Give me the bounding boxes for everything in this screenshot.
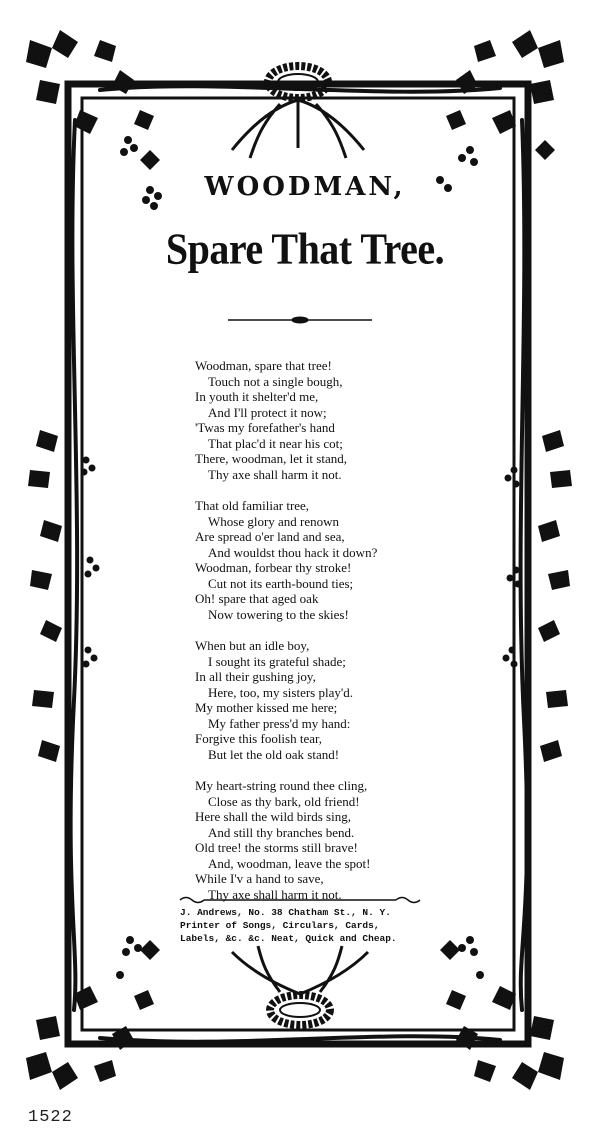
poem-line: My heart-string round thee cling, bbox=[195, 778, 368, 793]
poem-line: That plac'd it near his cot; bbox=[208, 435, 343, 451]
left-branch bbox=[71, 120, 78, 1010]
top-wreath bbox=[232, 66, 364, 158]
stanza bbox=[195, 498, 455, 622]
poem-line: Thy axe shall harm it not. bbox=[208, 466, 342, 482]
stanza bbox=[195, 778, 455, 902]
poem-line: Are spread o'er land and sea, bbox=[195, 529, 345, 544]
title-divider bbox=[228, 317, 372, 323]
vine-corner-bottom-left bbox=[26, 936, 160, 1090]
poem-line: In all their gushing joy, bbox=[195, 669, 316, 684]
poem bbox=[195, 358, 455, 918]
vine-left-middle bbox=[28, 430, 100, 762]
poem-line: When but an idle boy, bbox=[195, 638, 310, 653]
poem-line: Woodman, spare that tree! bbox=[195, 358, 332, 373]
poem-line: Now towering to the skies! bbox=[208, 606, 349, 622]
vine-corner-bottom-right bbox=[440, 936, 564, 1090]
poem-line: Here shall the wild birds sing, bbox=[195, 809, 351, 824]
vine-corner-top-right bbox=[436, 30, 564, 192]
poem-line: There, woodman, let it stand, bbox=[195, 451, 347, 466]
poem-line: My mother kissed me here; bbox=[195, 700, 338, 715]
title-woodman: WOODMAN, bbox=[204, 172, 406, 202]
poem-line: While I'v a hand to save, bbox=[195, 871, 324, 886]
poem-line: And I'll protect it now; bbox=[208, 404, 327, 420]
imprint-line: Printer of Songs, Circulars, Cards, bbox=[180, 920, 380, 931]
poem-line: And, woodman, leave the spot! bbox=[208, 855, 371, 871]
poem-line: I sought its grateful shade; bbox=[208, 653, 346, 669]
poem-line: Forgive this foolish tear, bbox=[195, 731, 323, 746]
printer-imprint bbox=[180, 906, 420, 945]
poem-line: Here, too, my sisters play'd. bbox=[208, 684, 353, 700]
poem-line: My father press'd my hand: bbox=[208, 715, 351, 731]
bottom-wreath bbox=[232, 946, 368, 1025]
poem-line: Close as thy bark, old friend! bbox=[208, 793, 360, 809]
poem-line: And still thy branches bend. bbox=[208, 824, 355, 840]
stanza bbox=[195, 638, 455, 762]
poem-line: 'Twas my forefather's hand bbox=[195, 420, 335, 435]
poem-line: In youth it shelter'd me, bbox=[195, 389, 319, 404]
title-spare-that-tree: Spare That Tree. bbox=[165, 223, 445, 274]
stanza bbox=[195, 358, 455, 482]
poem-line: Whose glory and renown bbox=[208, 513, 340, 529]
poem-line: Woodman, forbear thy stroke! bbox=[195, 560, 352, 575]
poem-line: And wouldst thou hack it down? bbox=[208, 544, 378, 560]
poem-line: Oh! spare that aged oak bbox=[195, 591, 319, 606]
poem-line: Cut not its earth-bound ties; bbox=[208, 575, 354, 591]
poem-line: But let the old oak stand! bbox=[208, 746, 340, 762]
poem-line: That old familiar tree, bbox=[195, 498, 310, 513]
catalog-number: 1522 bbox=[28, 1108, 73, 1127]
imprint-line: Labels, &c. &c. Neat, Quick and Cheap. bbox=[180, 933, 397, 944]
poem-line: Touch not a single bough, bbox=[208, 373, 343, 389]
poem-line: Old tree! the storms still brave! bbox=[195, 840, 358, 855]
poem-line: Thy axe shall harm it not. bbox=[208, 886, 342, 902]
imprint-line: J. Andrews, No. 38 Chatham St., N. Y. bbox=[180, 907, 391, 918]
